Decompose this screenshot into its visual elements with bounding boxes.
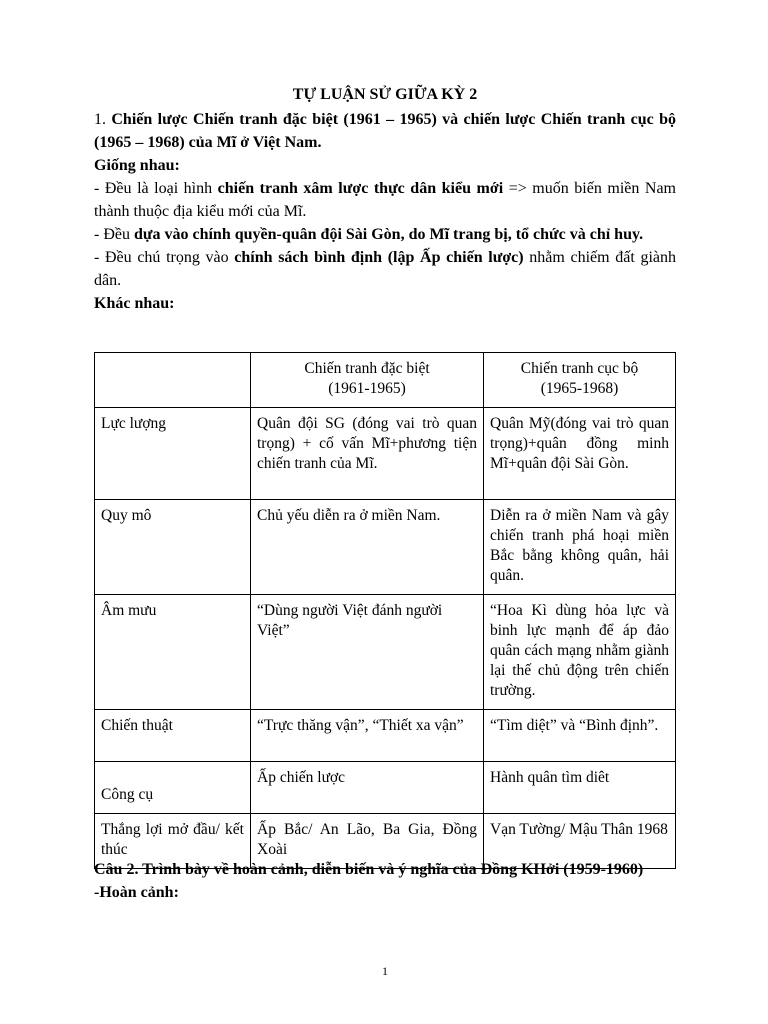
question-2-heading: Câu 2. Trình bày về hoàn cảnh, diễn biến và ý nghĩa của Đồng KHởi (1959-1960) [94,861,644,878]
special-war-cell: “Trực thăng vận”, “Thiết xa vận” [251,710,484,762]
page-title: TỰ LUẬN SỬ GIỮA KỲ 2 [292,86,478,103]
special-war-cell: Chủ yếu diễn ra ở miền Nam. [251,500,484,595]
header-local-war [484,353,676,408]
table-row [95,500,676,595]
similarity-3-bold: chính sách bình định (lập Ấp chiến lược) [234,249,524,266]
similarity-1-text: - Đều là loại hình [94,180,218,197]
question-1-heading [94,108,676,154]
similarity-point-3 [94,246,676,292]
question-2-section [94,858,676,904]
local-war-cell: Hành quân tìm diêt [484,762,676,814]
similarity-3-text: - Đều chú trọng vào [94,249,235,266]
similarity-1-bold: chiến tranh xâm lược thực dân kiểu mới [217,180,504,197]
question-1-title: Chiến lược Chiến tranh đặc biệt (1961 – 1965) và chiến lược Chiến tranh cục bộ (1965 – 1968) của Mĩ ở Việt Nam. [94,111,676,151]
table-row [95,408,676,500]
table-row [95,762,676,814]
header-special-war [251,353,484,408]
header-local-war-title: Chiến tranh cục bộ [520,360,639,377]
similarities-label: Giống nhau: [94,157,180,174]
local-war-cell: “Hoa Kì dùng hỏa lực và binh lực mạnh để áp đảo quân cách mạng nhằm giành lại thế chủ động trên chiến trường. [484,595,676,710]
special-war-cell: “Dùng người Việt đánh người Việt” [251,595,484,710]
table-row [95,710,676,762]
header-special-war-title: Chiến tranh đặc biệt [304,360,430,377]
special-war-cell: Ấp Bắc/ An Lão, Ba Gia, Đồng Xoài [251,814,484,869]
local-war-cell: Vạn Tường/ Mậu Thân 1968 [484,814,676,869]
context-label: -Hoàn cảnh: [94,884,179,901]
table-row [95,595,676,710]
header-blank-cell [95,353,251,408]
table-header-row [95,353,676,408]
local-war-cell: Quân Mỹ(đóng vai trò quan trọng)+quân đồng minh Mĩ+quân đội Sài Gòn. [484,408,676,500]
similarity-3-tail: nhằm chiếm đất giành dân. [94,249,677,289]
row-label: Công cụ [95,762,251,814]
row-label: Âm mưu [95,595,251,710]
comparison-table [94,352,676,869]
special-war-cell: Ấp chiến lược [251,762,484,814]
row-label: Lực lượng [95,408,251,500]
row-label: Thắng lợi mở đầu/ kết thúc [95,814,251,869]
question-1-section [94,108,676,315]
question-1-number: 1. [94,111,112,128]
row-label: Quy mô [95,500,251,595]
special-war-cell: Quân đội SG (đóng vai trò quan trọng) + cố vấn Mĩ+phương tiện chiến tranh của Mĩ. [251,408,484,500]
similarity-point-2 [94,223,676,246]
header-local-war-years: (1965-1968) [540,380,619,397]
similarity-point-1 [94,177,676,223]
similarity-1-tail: => muốn biến miền Nam thành thuộc địa kiểu mới của Mĩ. [94,180,677,220]
differences-label: Khác nhau: [94,295,175,312]
local-war-cell: “Tìm diệt” và “Bình định”. [484,710,676,762]
page-number: 1 [382,964,388,978]
similarity-2-bold: dựa vào chính quyền-quân đội Sài Gòn, do Mĩ trang bị, tổ chức và chỉ huy. [133,226,644,243]
row-label: Chiến thuật [95,710,251,762]
similarity-2-text: - Đều [94,226,134,243]
header-special-war-years: (1961-1965) [328,380,406,397]
local-war-cell: Diễn ra ở miền Nam và gây chiến tranh phá hoại miền Bắc bằng không quân, hải quân. [484,500,676,595]
